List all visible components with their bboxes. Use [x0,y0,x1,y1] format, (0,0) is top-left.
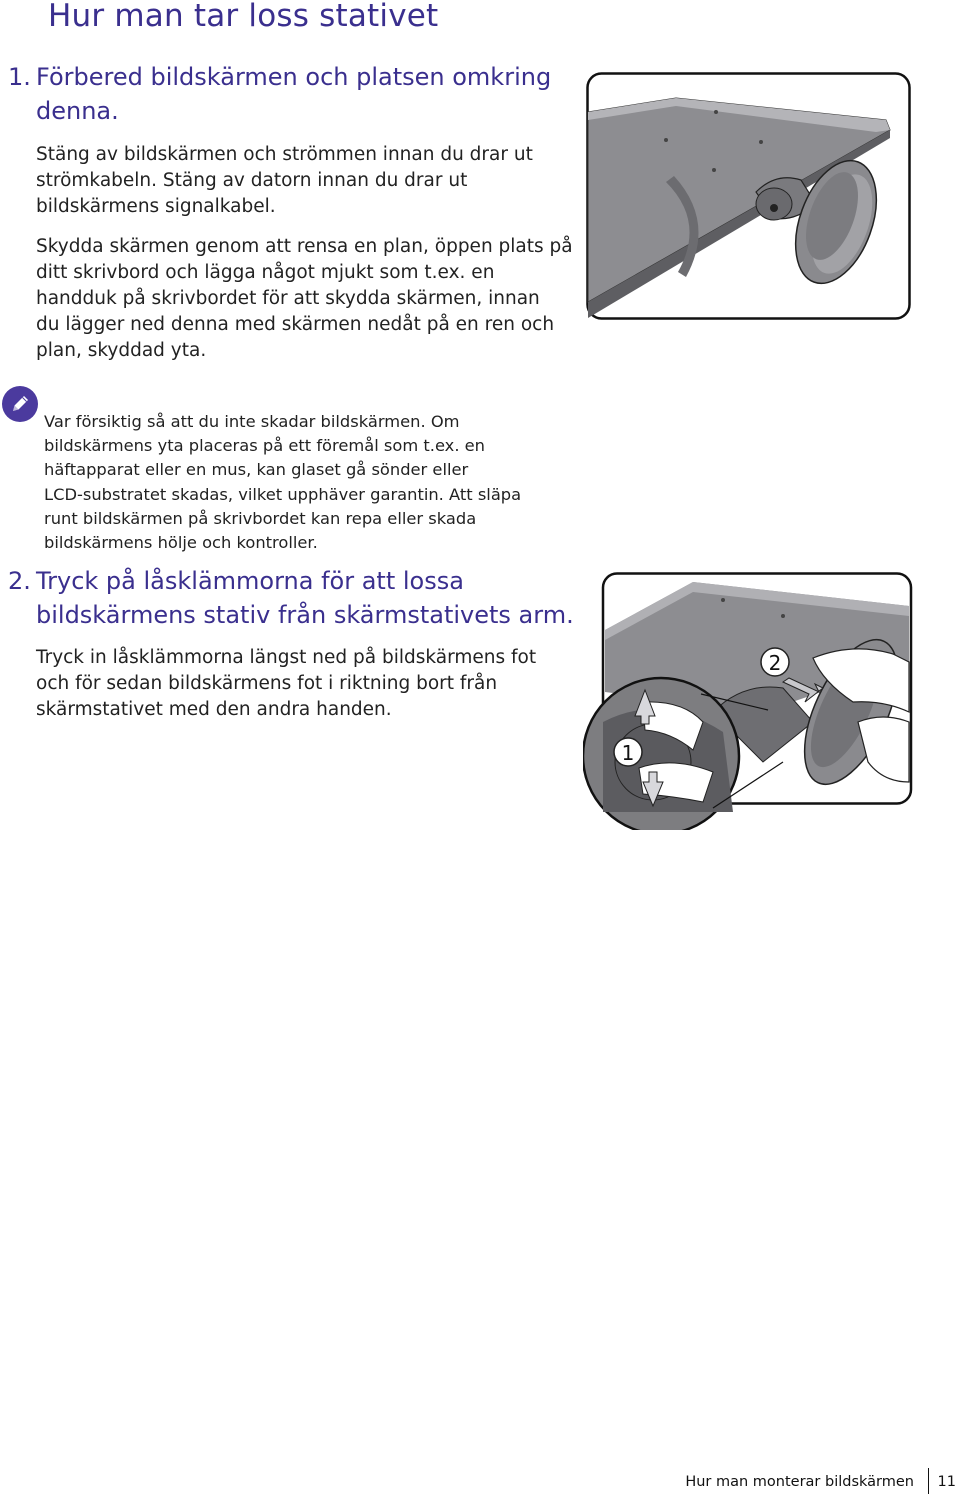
step-1-paragraph-2 [36,234,573,364]
text-line: handduk på skrivbordet för att skydda skärmen, innan [36,288,540,309]
step-1-heading-cont: denna. [36,97,119,125]
text-line: ditt skrivbord och lägga något mjukt som t.ex. en [36,262,495,283]
step-1-number: 1. [8,63,31,91]
footer-section-title: Hur man monterar bildskärmen [685,1474,914,1490]
text-line: LCD-substratet skadas, vilket upphäver garantin. Att släpa [44,484,522,504]
text-line: runt bildskärmen på skrivbordet kan repa eller skada [44,508,477,528]
callout-2-label: 2 [768,651,782,675]
text-line: Tryck in låsklämmorna längst ned på bildskärmens fot [36,647,537,668]
footer-divider [928,1468,929,1494]
text-line: Stäng av bildskärmen och strömmen innan du drar ut [36,144,533,165]
callout-1-label: 1 [621,741,635,765]
step-2-heading-cont: bildskärmens stativ från skärmstativets arm. [36,601,574,629]
text-line: bildskärmens hölje och kontroller. [44,533,318,553]
step-1-heading [8,60,551,94]
step-1-paragraph-1 [36,142,533,220]
monitor-face-down-figure [586,72,911,320]
note-text [44,410,524,555]
page-title: Hur man tar loss stativet [48,0,439,34]
step-1-heading-line1: Förbered bildskärmen och platsen omkring [36,63,552,91]
step-2-heading [8,564,464,598]
text-line: skärmstativet med den andra handen. [36,699,392,720]
text-line: och för sedan bildskärmens fot i riktning bort från [36,673,498,694]
page-number: 11 [937,1474,956,1490]
step-2-heading-line1: Tryck på låsklämmorna för att lossa [36,567,464,595]
text-line: du lägger ned denna med skärmen nedåt på en ren och [36,314,555,335]
text-line: häftapparat eller en mus, kan glaset gå sönder eller [44,460,469,480]
remove-base-figure [583,572,913,830]
text-line: bildskärmens signalkabel. [36,196,276,217]
pencil-note-icon [2,386,38,422]
step-2-number: 2. [8,567,31,595]
text-line: strömkabeln. Stäng av datorn innan du drar ut [36,170,468,191]
text-line: Var försiktig så att du inte skadar bildskärmen. Om [44,412,460,431]
step-2-paragraph [36,645,536,723]
text-line: plan, skyddad yta. [36,340,207,361]
text-line: Skydda skärmen genom att rensa en plan, öppen plats på [36,236,573,257]
text-line: bildskärmens yta placeras på ett föremål som t.ex. en [44,436,486,456]
